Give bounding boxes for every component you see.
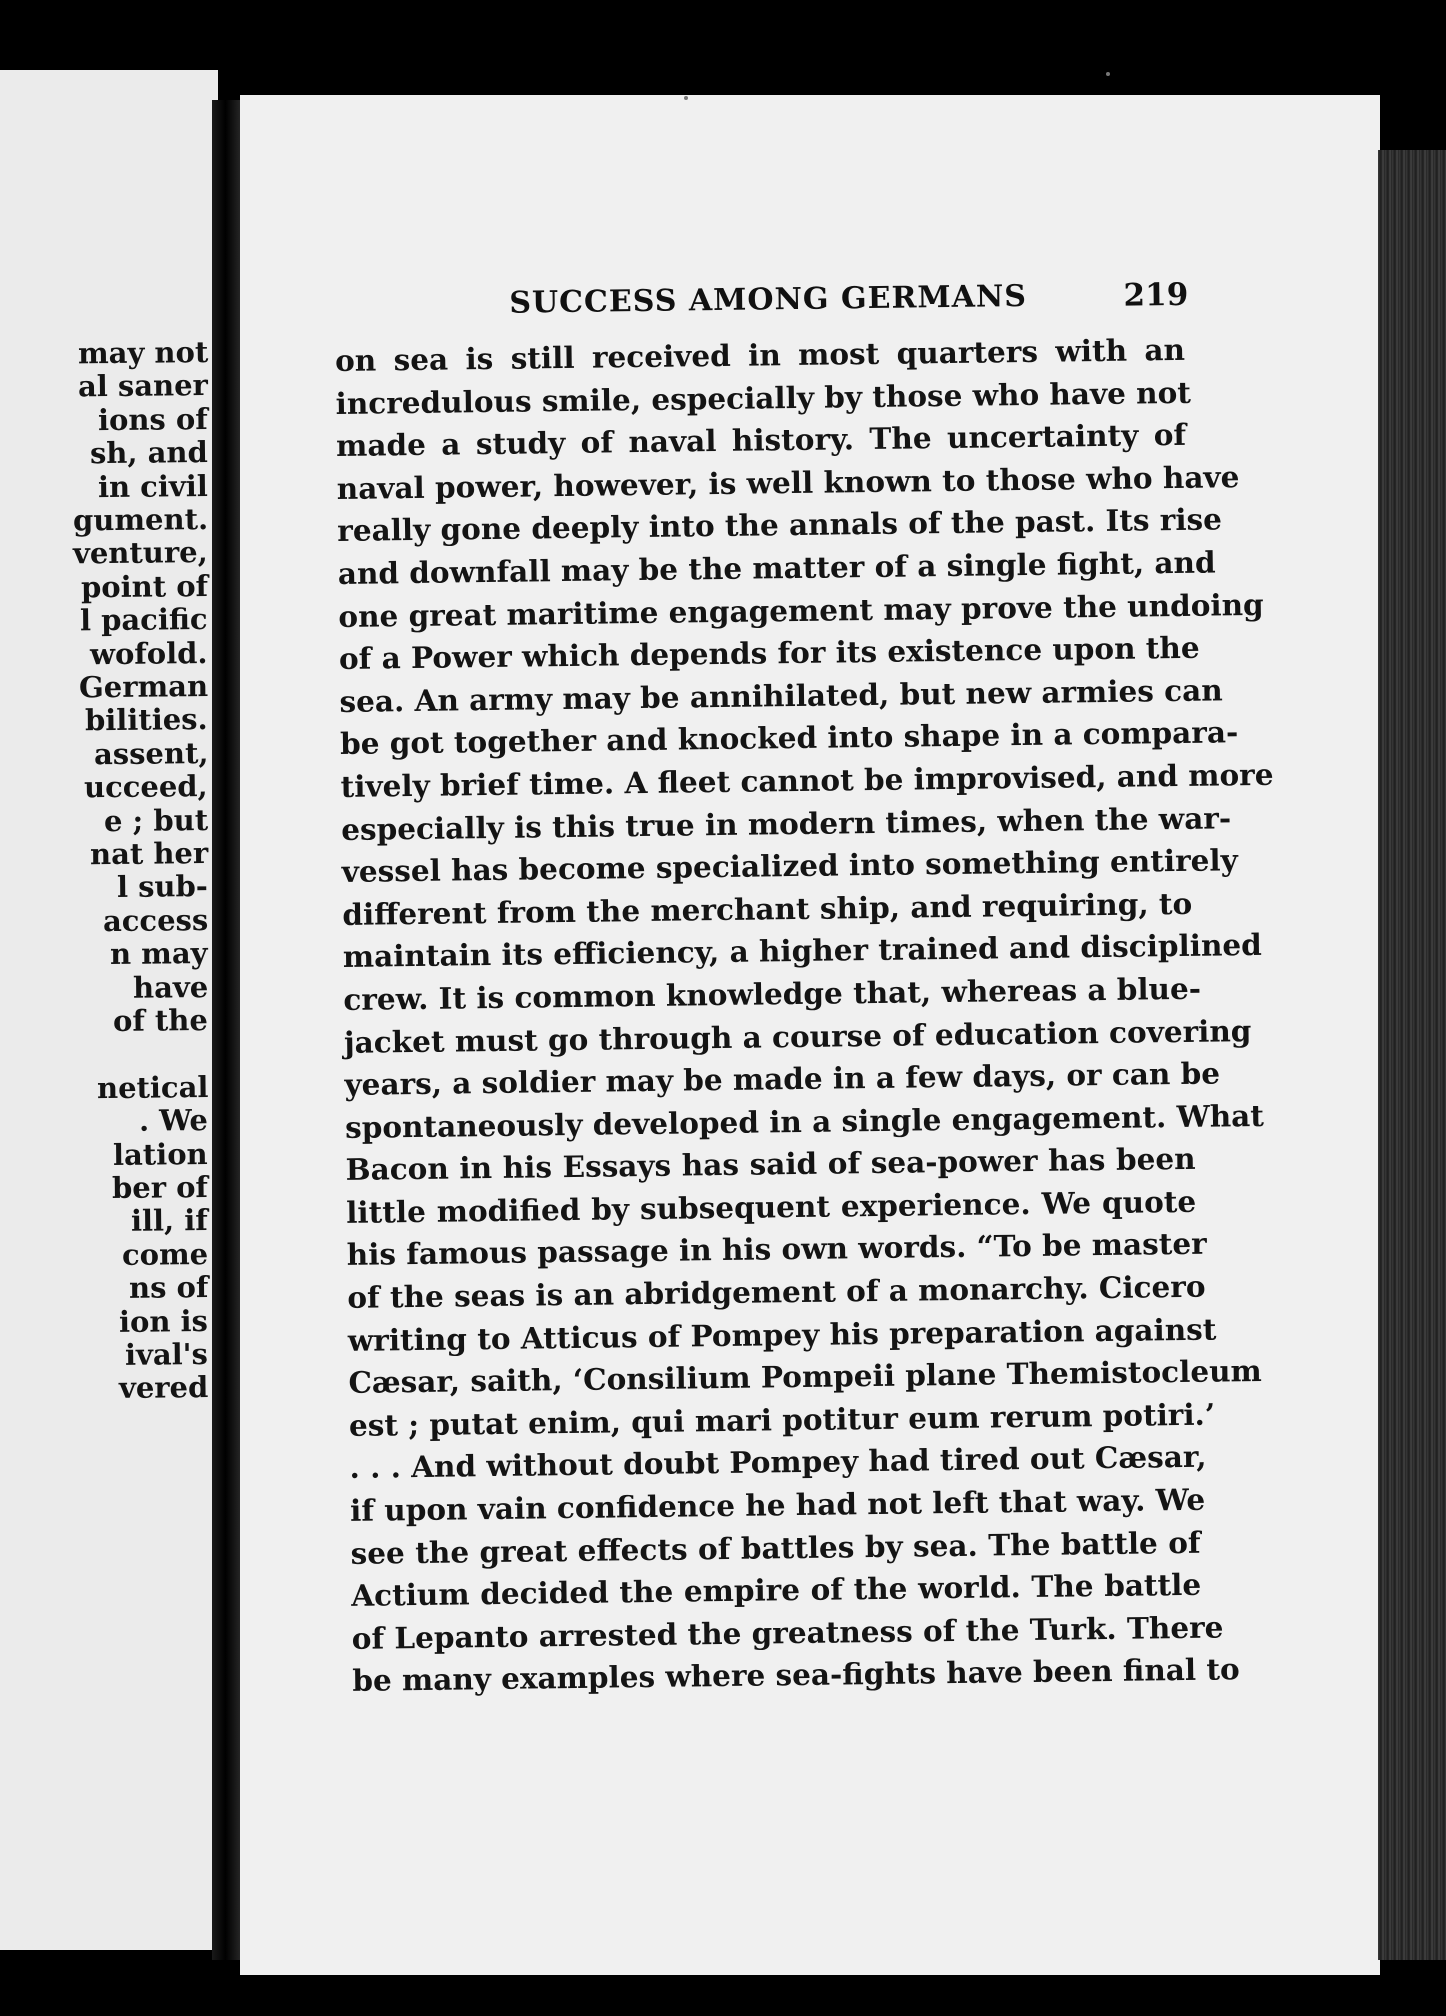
text-line: and downfall may be the matter of a single fight, and bbox=[337, 544, 1216, 591]
text-line: made a study of naval history. The uncertainty of bbox=[335, 417, 1187, 464]
left-text-line: ion is bbox=[118, 1303, 209, 1339]
text-line: maintain its efficiency, a higher trained and disciplined bbox=[342, 927, 1263, 975]
text-line: vessel has become specialized into something entirely bbox=[341, 842, 1238, 890]
left-text-line: l pacific bbox=[80, 602, 209, 638]
text-line: different from the merchant ship, and requiring, to bbox=[342, 885, 1193, 932]
text-line: jacket must go through a course of education covering bbox=[343, 1012, 1252, 1060]
left-text-line: assent, bbox=[93, 735, 209, 771]
left-text-line: vered bbox=[118, 1370, 209, 1406]
page-number: 219 bbox=[1123, 276, 1189, 314]
left-text-line: have bbox=[132, 969, 209, 1005]
text-line: Cæsar, saith, ‘Consilium Pompeii plane Themistocleum bbox=[348, 1353, 1262, 1401]
text-line: . . . And without doubt Pompey had tired out Cæsar, bbox=[349, 1439, 1207, 1486]
text-line: est ; putat enim, qui mari potitur eum rerum potiri.’ bbox=[348, 1396, 1216, 1443]
text-line: tively brief time. A fleet cannot be improvised, and more bbox=[340, 756, 1274, 804]
left-text-line: ber of bbox=[111, 1170, 209, 1206]
text-line: if upon vain confidence he had not left that way. We bbox=[349, 1481, 1206, 1528]
left-text-line: may not bbox=[77, 335, 209, 371]
text-line: years, a soldier may be made in a few days, or can be bbox=[344, 1055, 1221, 1103]
left-text-line: n may bbox=[110, 936, 209, 972]
left-text-line: lation bbox=[113, 1136, 209, 1172]
text-line: naval power, however, is well known to those who have bbox=[336, 458, 1240, 506]
text-line: sea. An army may be annihilated, but new armies can bbox=[339, 672, 1223, 719]
left-text-line: access bbox=[102, 902, 209, 938]
left-text-line: . We bbox=[138, 1103, 209, 1138]
running-title: SUCCESS AMONG GERMANS bbox=[509, 278, 1028, 321]
left-text-line: ucceed, bbox=[84, 769, 209, 805]
text-line: of a Power which depends for its existence upon the bbox=[338, 629, 1200, 677]
text-line: little modified by subsequent experience. We quote bbox=[345, 1183, 1197, 1230]
body-text bbox=[334, 329, 1274, 1703]
dust-speck bbox=[684, 96, 688, 100]
main-text-block bbox=[334, 269, 1274, 1703]
text-line: of Lepanto arrested the greatness of the Turk. There bbox=[351, 1609, 1224, 1656]
left-text-line: e ; but bbox=[103, 802, 209, 838]
left-text-line: sh, and bbox=[90, 435, 209, 471]
text-line: spontaneously developed in a single engagement. What bbox=[344, 1097, 1265, 1145]
left-text-line: ions of bbox=[98, 401, 209, 437]
page-edges bbox=[1378, 150, 1446, 1960]
left-text-line: ill, if bbox=[131, 1203, 209, 1239]
left-text-line: in civil bbox=[98, 468, 209, 504]
left-text-line: venture, bbox=[73, 535, 209, 571]
text-line: on sea is still received in most quarters with an bbox=[334, 331, 1186, 378]
text-line: especially is this true in modern times, when the war- bbox=[340, 799, 1232, 847]
text-line: writing to Atticus of Pompey his preparation against bbox=[347, 1311, 1217, 1358]
left-text-line: bilities. bbox=[85, 702, 209, 738]
left-text-line: ival's bbox=[124, 1337, 209, 1372]
left-text-line: wofold. bbox=[90, 635, 209, 671]
left-text-line: al saner bbox=[77, 368, 209, 404]
text-line: Actium decided the empire of the world. The battle bbox=[350, 1566, 1202, 1614]
text-line: see the great effects of battles by sea. The battle of bbox=[350, 1524, 1201, 1571]
left-text-line: of the bbox=[112, 1003, 209, 1038]
dust-speck bbox=[1106, 72, 1110, 76]
text-line: be got together and knocked into shape in a compara- bbox=[339, 714, 1239, 762]
text-line: incredulous smile, especially by those who have not bbox=[335, 374, 1192, 421]
left-text-line: come bbox=[121, 1236, 209, 1272]
left-text-line: German bbox=[78, 669, 209, 705]
left-text-line: l sub- bbox=[116, 869, 209, 905]
left-page bbox=[0, 70, 218, 1950]
text-line: really gone deeply into the annals of the past. Its rise bbox=[337, 501, 1223, 549]
left-text-line: point of bbox=[80, 568, 209, 605]
left-text-line: nat her bbox=[89, 836, 209, 872]
left-text-line: ns of bbox=[128, 1270, 209, 1306]
text-line: crew. It is common knowledge that, whereas a blue- bbox=[343, 970, 1202, 1017]
text-line: be many examples where sea-fights have been final to bbox=[352, 1651, 1240, 1699]
text-line: of the seas is an abridgement of a monarchy. Cicero bbox=[347, 1268, 1206, 1315]
text-line: his famous passage in his own words. “To be master bbox=[346, 1226, 1207, 1273]
running-head bbox=[334, 269, 1189, 340]
left-text-line: gument. bbox=[72, 502, 209, 538]
left-text-line: netical bbox=[96, 1069, 209, 1105]
text-line: Bacon in his Essays has said of sea-power has been bbox=[345, 1141, 1196, 1188]
book-gutter bbox=[212, 100, 242, 1960]
text-line: one great maritime engagement may prove the undoing bbox=[338, 586, 1264, 634]
